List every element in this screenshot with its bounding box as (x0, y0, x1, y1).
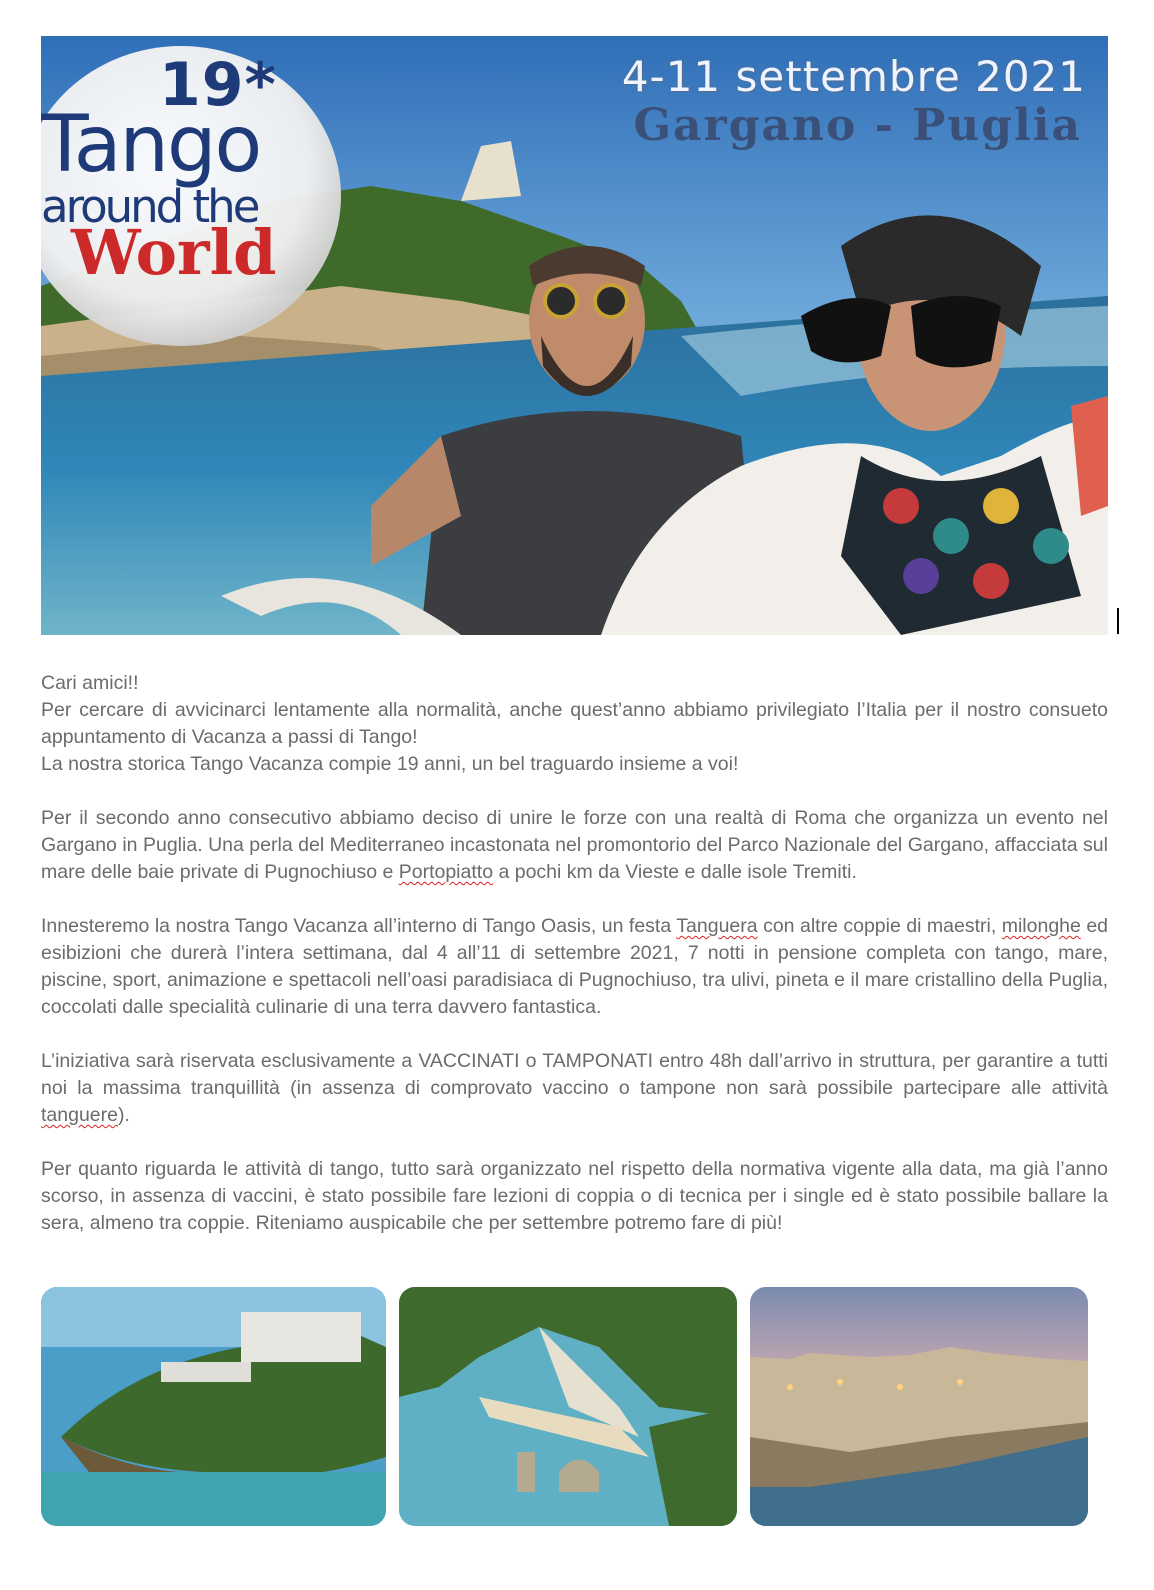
spellcheck-word: Portopiatto (398, 861, 494, 883)
paragraph-event (41, 913, 1108, 1021)
spellcheck-word: milonghe (1001, 915, 1081, 937)
letter-body (41, 670, 1108, 1264)
paragraph-safety (41, 1048, 1108, 1129)
spellcheck-word: tanguere (41, 1104, 118, 1126)
photo-beach-cove (399, 1287, 737, 1526)
text-cursor (1117, 608, 1119, 634)
paragraph-location-text: Per il secondo anno consecutivo abbiamo deciso di unire le forze con una realtà di Roma che organizza un evento nel Gargano in Puglia. Una perla del Mediterraneo incastonata nel promontorio del Parco Nazionale del Gargano, affacciata sul mare delle baie private di Pugnochiuso e (41, 807, 1108, 883)
spellcheck-word: Tanguera (676, 915, 758, 937)
photo-pugnochiuso (41, 1287, 386, 1526)
event-dates: 4-11 settembre 2021 (621, 52, 1086, 101)
logo-tango: Tango (41, 100, 261, 190)
edition-number: 19* (159, 50, 277, 120)
paragraph-event-text: con altre coppie di maestri, (757, 915, 1002, 937)
paragraph-location-text-end: a pochi km da Vieste e dalle isole Tremiti. (493, 861, 857, 883)
photo-vieste-town (750, 1287, 1088, 1526)
event-logo (41, 36, 341, 356)
paragraph-safety-text-end: ). (117, 1104, 130, 1126)
paragraph-intro (41, 670, 1108, 778)
paragraph-event-text-end: ed esibizioni che durerà l’intera settimana, dal 4 all’11 di settembre 2021, 7 notti in pensione completa con tango, mare, piscine, sport, animazione e spettacoli nell’oasi paradisiaca di Pugnochiuso, tra ulivi, pineta e il mare cristallino della Puglia, coccolati dalle specialità culinarie di una terra davvero fantastica. (41, 915, 1109, 1018)
logo-world: World (71, 216, 277, 289)
paragraph-activities: Per quanto riguarda le attività di tango, tutto sarà organizzato nel rispetto della normativa vigente alla data, ma già l’anno scorso, in assenza di vaccini, è stato possibile fare lezioni di coppia o di tecnica per i single ed è stato possibile ballare la sera, almeno tra coppie. Riteniamo auspicabile che per settembre potremo fare di più! (41, 1158, 1108, 1234)
greeting: Cari amici!! (41, 672, 139, 694)
paragraph-event-text: Innesteremo la nostra Tango Vacanza all’interno di Tango Oasis, un festa (41, 915, 677, 937)
paragraph-location (41, 805, 1108, 886)
intro-text: Per cercare di avvicinarci lentamente alla normalità, anche quest’anno abbiamo privilegiato l’Italia per il nostro consueto appuntamento di Vacanza a passi di Tango! (41, 699, 1108, 748)
hero-banner (41, 36, 1108, 635)
event-location: Gargano - Puglia (633, 100, 1082, 151)
paragraph-safety-text: L’iniziativa sarà riservata esclusivamente a VACCINATI o TAMPONATI entro 48h dall’arrivo in struttura, per garantire a tutti noi la massima tranquillità (in assenza di comprovato vaccino o tampone non sarà possibile partecipare alle attività (41, 1050, 1108, 1099)
intro-anniversary: La nostra storica Tango Vacanza compie 19 anni, un bel traguardo insieme a voi! (41, 753, 739, 775)
logo-around-the: around the (41, 180, 258, 233)
